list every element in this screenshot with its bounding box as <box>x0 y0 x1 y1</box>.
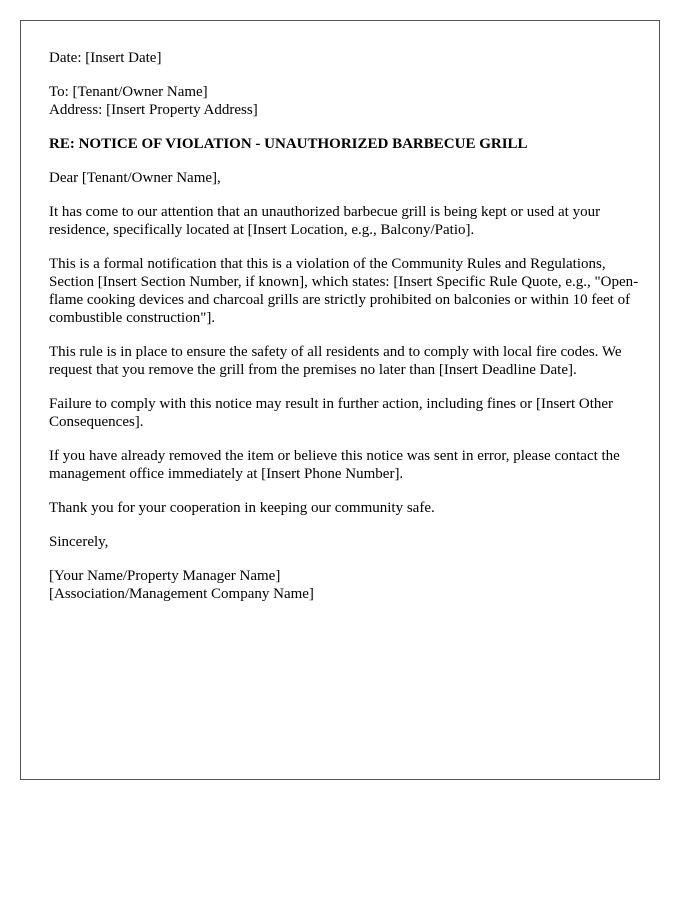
body-paragraph: It has come to our attention that an unauthorized barbecue grill is being kept or used at your residence, specifically located at [Insert Location, e.g., Balcony/Patio]. <box>49 204 601 238</box>
date-line: Date: [Insert Date] <box>49 50 162 66</box>
closing: Sincerely, <box>49 534 109 550</box>
letter-body <box>49 49 641 603</box>
body-paragraph: This is a formal notification that this is a violation of the Community Rules and Regulations, Section [Insert Section Number, if known], which states: [Insert Specific Rule Quote, e.g., "Open-flame cooking devices and charcoal grills are strictly prohibited on balconies or within 10 feet of combustible construction"]. <box>49 256 639 326</box>
address-line: Address: [Insert Property Address] <box>49 102 258 118</box>
body-paragraph: Failure to comply with this notice may result in further action, including fines or [Insert Other Consequences]. <box>49 396 614 430</box>
signature-name: [Your Name/Property Manager Name] <box>49 568 281 584</box>
body-paragraph: Thank you for your cooperation in keeping our community safe. <box>49 500 435 516</box>
recipient-line: To: [Tenant/Owner Name] <box>49 84 208 100</box>
body-paragraph: If you have already removed the item or believe this notice was sent in error, please contact the management office immediately at [Insert Phone Number]. <box>49 448 620 482</box>
body-paragraph: This rule is in place to ensure the safety of all residents and to comply with local fire codes. We request that you remove the grill from the premises no later than [Insert Deadline Date]. <box>49 344 622 378</box>
salutation: Dear [Tenant/Owner Name], <box>49 170 221 186</box>
signature-company: [Association/Management Company Name] <box>49 586 314 602</box>
letter-page <box>20 20 660 780</box>
subject-line: RE: NOTICE OF VIOLATION - UNAUTHORIZED BARBECUE GRILL <box>49 136 528 152</box>
